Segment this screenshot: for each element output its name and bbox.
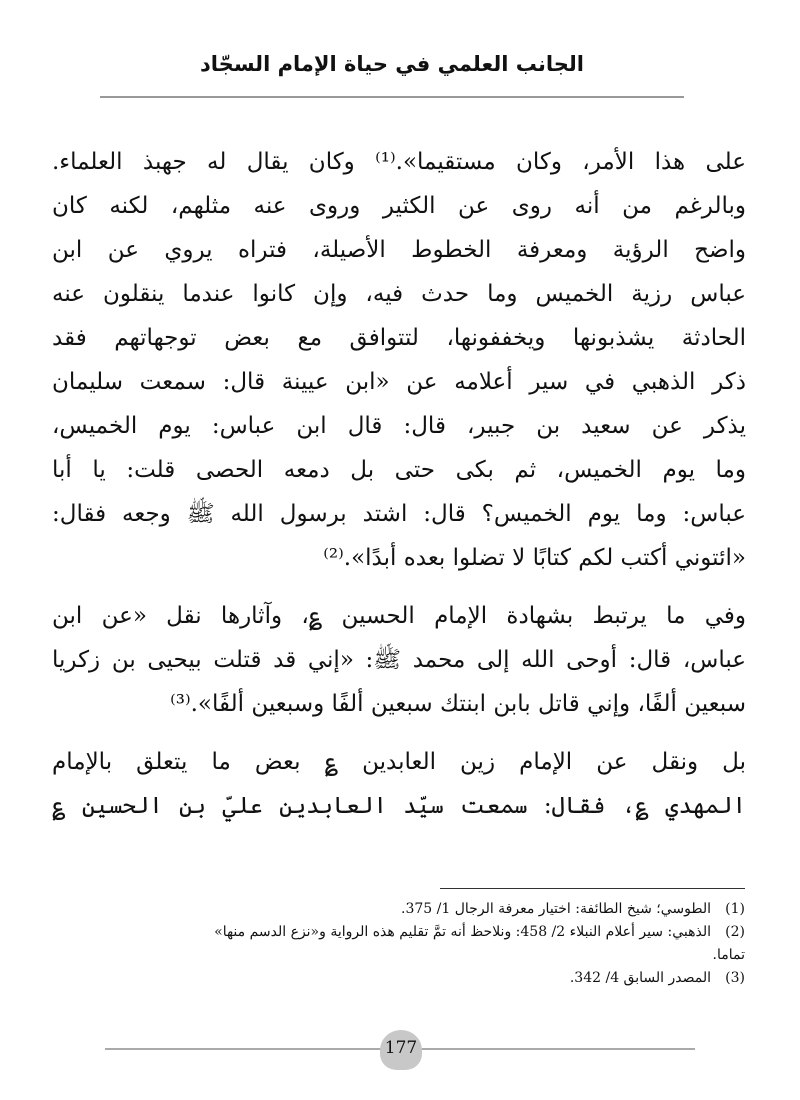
paragraph-2 (52, 594, 746, 726)
text-line: بل ونقل عن الإمام زين العابدين ؏ بعض ما يتعلق بالإمام (52, 749, 746, 775)
footnote-divider (440, 888, 745, 889)
paragraph-1 (52, 140, 746, 580)
text-line: يذكر عن سعيد بن جبير، قال: قال ابن عباس: يوم الخميس، (52, 413, 746, 439)
footnote-number: (3) (725, 970, 745, 986)
paragraph-3 (52, 740, 746, 828)
text-line: ذكر الذهبي في سير أعلامه عن «ابن عيينة قال: سمعت سليمان (52, 369, 746, 395)
header-divider (100, 96, 684, 98)
footnote (200, 921, 745, 967)
body-text (52, 140, 746, 828)
paragraph-gap (52, 580, 746, 594)
footnote-text: المصدر السابق 4/ 342. (569, 970, 711, 986)
text-line: سبعين ألفًا، وإني قاتل بابن ابنتك سبعين ألفًا وسبعين ألفًا».⁽³⁾ (170, 691, 746, 717)
text-line: عباس: وما يوم الخميس؟ قال: اشتد برسول الله ﷺ وجعه فقال: (52, 501, 746, 527)
footnotes (200, 898, 745, 990)
text-line: الحادثة يشذبونها ويخففونها، لتتوافق مع بعض توجهاتهم فقد (52, 325, 746, 351)
footnote (200, 898, 745, 921)
footnote-text: الذهبي: سير أعلام النبلاء 2/ 458: ونلاحظ أنه تمَّ تقليم هذه الرواية و«نزع الدسم منها» تماما. (214, 924, 745, 963)
text-line: عباس رزية الخميس وما حدث فيه، وإن كانوا عندما ينقلون عنه (52, 281, 746, 307)
footnote-text: الطوسي؛ شيخ الطائفة: اختيار معرفة الرجال 1/ 375. (401, 901, 711, 917)
footnote-number: (1) (725, 901, 745, 917)
text-line: وفي ما يرتبط بشهادة الإمام الحسين ؏، وآثارها نقل «عن ابن (52, 603, 746, 629)
text-line: «ائتوني أكتب لكم كتابًا لا تضلوا بعده أبدًا».⁽²⁾ (323, 545, 746, 571)
footnote (200, 967, 745, 990)
text-line: عباس، قال: أوحى الله إلى محمد ﷺ: «إني قد قتلت بيحيى بن زكريا (52, 647, 746, 673)
page-number: 177 (380, 1030, 422, 1070)
text-line: وبالرغم من أنه روى عن الكثير وروى عنه مثلهم، لكنه كان (52, 193, 746, 219)
paragraph-gap (52, 726, 746, 740)
text-line: المهدي ؏، فقال: سمعت سيّد العابدين عليّ بن الحسين ؏ (52, 793, 746, 819)
text-line: وما يوم الخميس، ثم بكى حتى بل دمعه الحصى قلت: يا أبا (52, 457, 746, 483)
running-header: الجانب العلمي في حياة الإمام السجّاد (200, 52, 584, 76)
footnote-number: (2) (725, 924, 745, 940)
text-line: واضح الرؤية ومعرفة الخطوط الأصيلة، فتراه يروي عن ابن (52, 237, 746, 263)
text-line: على هذا الأمر، وكان مستقيما».⁽¹⁾ وكان يقال له جهبذ العلماء. (52, 149, 746, 175)
